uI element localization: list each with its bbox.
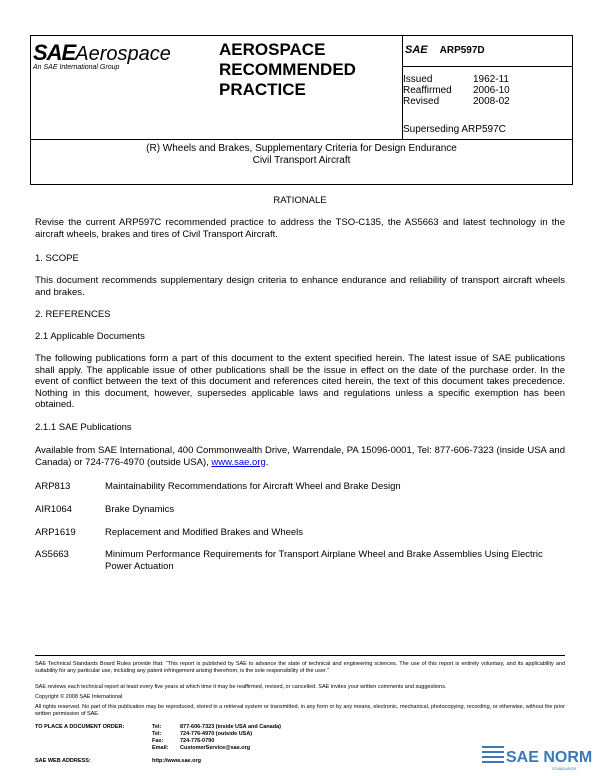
date-row bbox=[403, 85, 510, 96]
order-label: TO PLACE A DOCUMENT ORDER: bbox=[35, 724, 125, 730]
web-value: http://www.sae.org bbox=[152, 758, 201, 764]
review-text: SAE reviews each technical report at least every five years at which time it may be reaffirmed, revised, or cancelled. SAE invites your written comments and suggestions. bbox=[35, 684, 447, 690]
reference-code: AS5663 bbox=[35, 549, 69, 560]
document-type bbox=[219, 40, 356, 100]
doc-type-line-1: AEROSPACE bbox=[219, 40, 326, 59]
sae-aerospace-logo bbox=[33, 40, 171, 71]
sae-small-logo: SAE bbox=[405, 44, 428, 56]
logo-stripe bbox=[482, 751, 504, 753]
order-value: 724-776-4970 (outside USA) bbox=[180, 731, 253, 737]
rights-text: All rights reserved. No part of this publication may be reproduced, stored in a retrieval system or transmitted, in any form or by any means, electronic, mechanical, photocopying, recording, or otherwise, without the prior written permission of SAE. bbox=[35, 704, 565, 717]
revision-dates bbox=[403, 74, 510, 107]
header-top-row bbox=[31, 36, 572, 140]
sae-publications-body: Available from SAE International, 400 Commonwealth Drive, Warrendale, PA 15096-0001, Tel: 877-606-7323 (inside USA and Canada) or 724-776-4970 (outside USA), bbox=[35, 445, 565, 468]
logo-tagline: An SAE International Group bbox=[33, 64, 120, 71]
reference-description: Minimum Performance Requirements for Transport Airplane Wheel and Brake Assemblies Using Electric Power Actuation bbox=[105, 549, 543, 572]
date-row bbox=[403, 96, 510, 107]
doc-type-line-2: RECOMMENDED bbox=[219, 60, 356, 79]
title-line-2: Civil Transport Aircraft bbox=[252, 155, 351, 166]
document-number bbox=[405, 44, 485, 56]
order-row bbox=[35, 745, 281, 752]
reference-description: Brake Dynamics bbox=[105, 504, 175, 515]
order-key: Tel: bbox=[152, 724, 162, 730]
date-value: 1962-11 bbox=[473, 74, 509, 85]
logo-stripe bbox=[482, 761, 504, 763]
logo-aerospace: Aerospace bbox=[75, 43, 171, 65]
superseding-note: Superseding ARP597C bbox=[403, 124, 506, 135]
doc-number: ARP597D bbox=[439, 45, 485, 56]
order-row bbox=[35, 724, 281, 731]
title-line-1: (R) Wheels and Brakes, Supplementary Criteria for Design Endurance bbox=[146, 143, 457, 154]
reference-item bbox=[35, 481, 560, 493]
order-value: 724-776-0790 bbox=[180, 738, 215, 744]
reference-code: ARP1619 bbox=[35, 527, 76, 538]
sae-publications-heading: 2.1.1 SAE Publications bbox=[35, 422, 132, 433]
board-rules-text: SAE Technical Standards Board Rules provide that: “This report is published by SAE to advance the state of technical and engineering sciences. The use of this report is entirely voluntary, and its applicability and suitability for any particular use, including any patent infringement arising therefrom, is the sole responsibility of the user.” bbox=[35, 661, 565, 674]
reference-item bbox=[35, 549, 560, 572]
references-heading: 2. REFERENCES bbox=[35, 309, 111, 320]
reference-code: ARP813 bbox=[35, 481, 71, 492]
order-value: 877-606-7323 (inside USA and Canada) bbox=[180, 724, 281, 730]
order-key: Tel: bbox=[152, 731, 162, 737]
order-value: CustomerService@sae.org bbox=[180, 745, 251, 751]
applicable-documents-heading: 2.1 Applicable Documents bbox=[35, 331, 145, 342]
logo-stripe bbox=[482, 756, 504, 758]
document-title bbox=[31, 143, 572, 167]
date-label: Revised bbox=[403, 96, 440, 107]
footer-divider bbox=[35, 655, 565, 656]
order-row bbox=[35, 738, 281, 745]
scope-heading: 1. SCOPE bbox=[35, 253, 79, 264]
norm-logo-subtext: STANDARDS bbox=[552, 766, 577, 771]
reference-description: Replacement and Modified Brakes and Wheels bbox=[105, 527, 304, 538]
logo-sae: SAE bbox=[33, 40, 76, 65]
doc-type-line-3: PRACTICE bbox=[219, 80, 306, 99]
logo-stripe bbox=[482, 746, 504, 748]
scope-text: This document recommends supplementary design criteria to enhance endurance and reliability of transport aircraft wheels and brakes. bbox=[35, 275, 565, 298]
applicable-documents-text: The following publications form a part of this document to the extent specified herein. The latest issue of SAE publications shall apply. The applicable issue of other publications shall be the issue in effect on the date of the purchase order. In the event of conflict between the text of this document and references cited herein, the text of this document takes precedence. Nothing in this document, however, supersedes applicable laws and regulations unless a specific exemption has been obtained. bbox=[35, 353, 565, 410]
sae-publications-text bbox=[35, 445, 565, 468]
rationale-text: Revise the current ARP597C recommended practice to address the TSO-C135, the AS5663 and latest technology in the aircraft wheels, brakes and tires of Civil Transport Aircraft. bbox=[35, 217, 565, 240]
reference-item bbox=[35, 527, 560, 539]
sae-norm-logo bbox=[482, 740, 592, 772]
sae-website-link[interactable]: www.sae.org bbox=[211, 456, 266, 468]
document-header bbox=[30, 35, 573, 185]
sentence-end: . bbox=[265, 456, 269, 468]
order-key: Email: bbox=[152, 745, 169, 751]
order-key: Fax: bbox=[152, 738, 164, 744]
order-info bbox=[35, 724, 281, 765]
doc-number-divider bbox=[402, 66, 572, 67]
reference-description: Maintainability Recommendations for Aircraft Wheel and Brake Design bbox=[105, 481, 401, 492]
norm-logo-text: SAE NORM bbox=[506, 749, 592, 766]
web-label: SAE WEB ADDRESS: bbox=[35, 758, 91, 764]
web-row bbox=[35, 758, 281, 765]
date-value: 2006-10 bbox=[473, 85, 510, 96]
reference-code: AIR1064 bbox=[35, 504, 72, 515]
date-value: 2008-02 bbox=[473, 96, 510, 107]
date-label: Issued bbox=[403, 74, 433, 85]
reference-item bbox=[35, 504, 560, 516]
date-row bbox=[403, 74, 510, 85]
date-label: Reaffirmed bbox=[403, 85, 452, 96]
order-row bbox=[35, 731, 281, 738]
copyright-text: Copyright © 2008 SAE International bbox=[35, 694, 123, 700]
rationale-heading: RATIONALE bbox=[273, 195, 327, 206]
